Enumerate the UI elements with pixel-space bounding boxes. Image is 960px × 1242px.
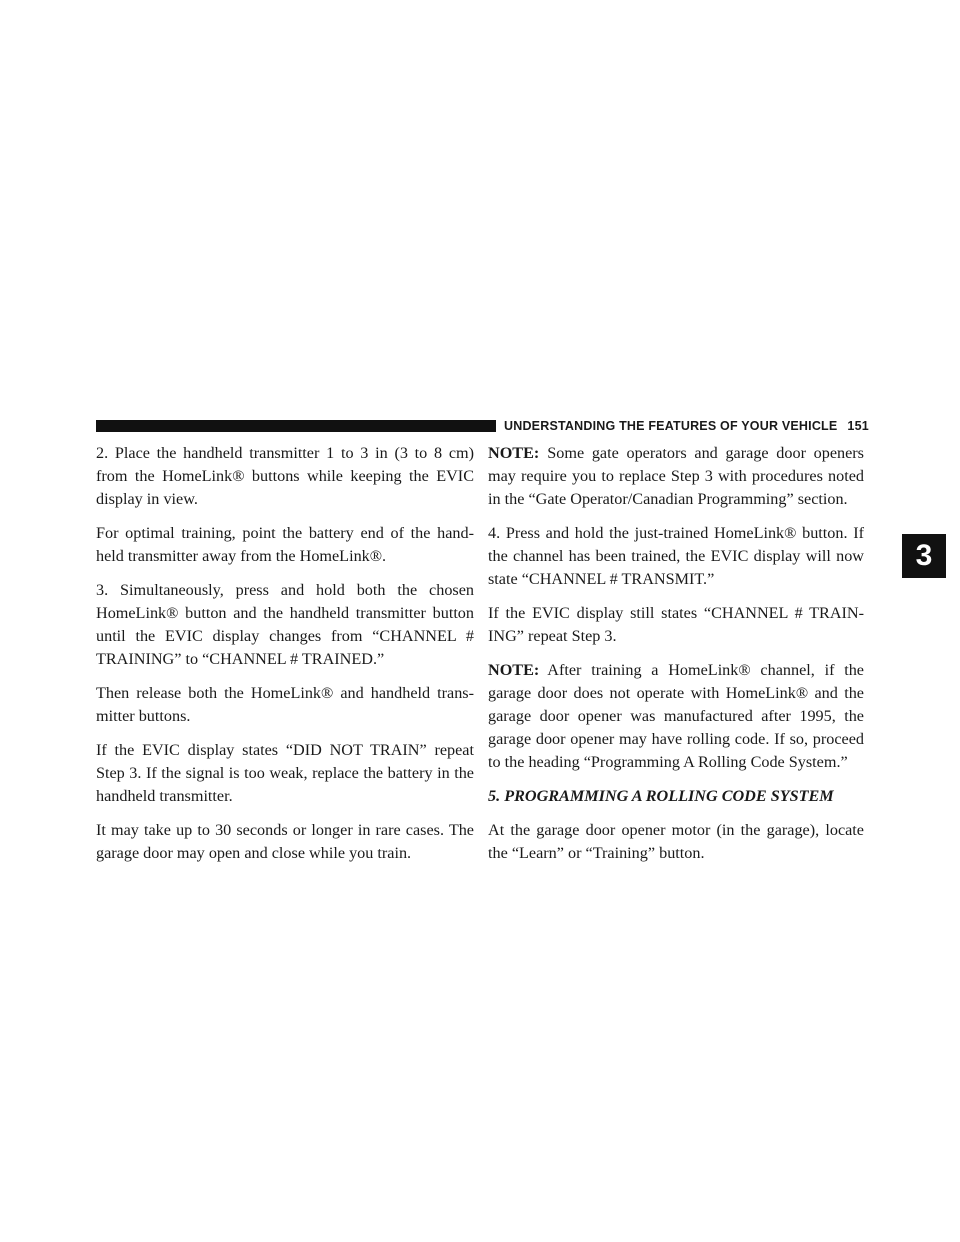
right-column bbox=[488, 442, 864, 865]
section-title: UNDERSTANDING THE FEATURES OF YOUR VEHICLE bbox=[504, 419, 838, 433]
paragraph: For optimal training, point the battery end of the hand-held transmitter away from the HomeLink®. bbox=[96, 524, 474, 565]
paragraph: It may take up to 30 seconds or longer in rare cases. The garage door may open and close while you train. bbox=[96, 821, 474, 862]
paragraph: If the EVIC display still states “CHANNEL # TRAIN-ING” repeat Step 3. bbox=[488, 604, 864, 645]
note-text: After training a HomeLink® channel, if the garage door does not operate with HomeLink® and the garage door opener was manufactured after 1995, the garage door opener may have rolling code. If so, proceed to the heading “Programming A Rolling Code System.” bbox=[488, 661, 864, 771]
chapter-tab: 3 bbox=[902, 534, 946, 578]
note-label: NOTE: bbox=[488, 661, 540, 679]
header-rule bbox=[96, 420, 496, 432]
paragraph: 4. Press and hold the just-trained HomeLink® button. If the channel has been trained, the EVIC display will now state “CHANNEL # TRANSMIT.” bbox=[488, 524, 864, 588]
paragraph: 2. Place the handheld transmitter 1 to 3 in (3 to 8 cm) from the HomeLink® buttons while keeping the EVIC display in view. bbox=[96, 444, 474, 508]
paragraph: Then release both the HomeLink® and handheld trans-mitter buttons. bbox=[96, 684, 474, 725]
note-label: NOTE: bbox=[488, 444, 540, 462]
note-paragraph bbox=[488, 659, 864, 774]
running-header bbox=[504, 417, 890, 435]
left-column bbox=[96, 442, 474, 876]
section-subheading: 5. PROGRAMMING A ROLLING CODE SYSTEM bbox=[488, 787, 834, 805]
paragraph: At the garage door opener motor (in the garage), locate the “Learn” or “Training” button. bbox=[488, 821, 864, 862]
paragraph: If the EVIC display states “DID NOT TRAIN” repeat Step 3. If the signal is too weak, replace the battery in the handheld transmitter. bbox=[96, 741, 474, 805]
paragraph: 3. Simultaneously, press and hold both the chosen HomeLink® button and the handheld transmitter button until the EVIC display changes from “CHANNEL # TRAINING” to “CHANNEL # TRAINED.” bbox=[96, 581, 474, 668]
page-number: 151 bbox=[847, 419, 869, 433]
note-text: Some gate operators and garage door openers may require you to replace Step 3 with procedures noted in the “Gate Operator/Canadian Programming” section. bbox=[488, 444, 864, 508]
note-paragraph bbox=[488, 442, 864, 511]
